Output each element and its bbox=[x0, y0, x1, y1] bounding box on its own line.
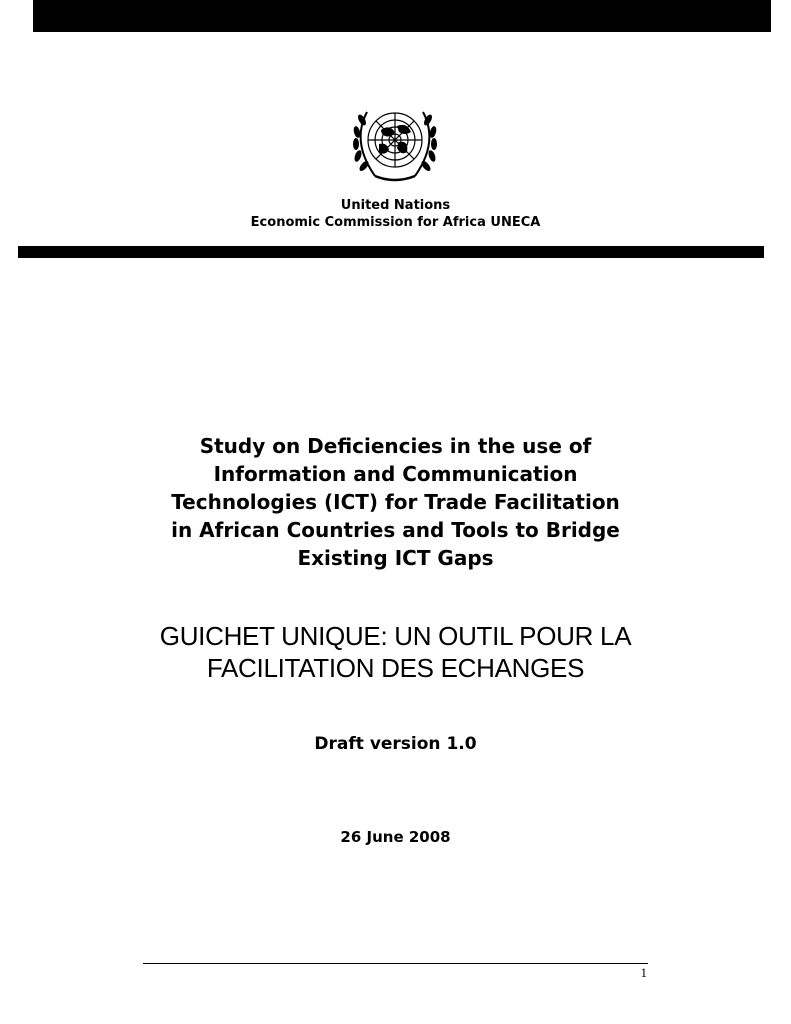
document-date: 26 June 2008 bbox=[340, 828, 451, 846]
footer-rule bbox=[143, 963, 648, 964]
commission-name: Economic Commission for Africa UNECA bbox=[250, 215, 541, 230]
study-title bbox=[100, 432, 691, 572]
organization-name: United Nations bbox=[340, 198, 451, 213]
french-title bbox=[80, 620, 711, 684]
study-title-line: Study on Deficiencies in the use of bbox=[199, 434, 592, 458]
header-divider-bar bbox=[18, 246, 764, 258]
study-title-line: Information and Communication bbox=[213, 462, 578, 486]
french-title-line: FACILITATION DES ECHANGES bbox=[206, 653, 585, 683]
page-number: 1 bbox=[640, 965, 647, 980]
study-title-line: Technologies (ICT) for Trade Facilitation bbox=[171, 490, 620, 514]
french-title-line: GUICHET UNIQUE: UN OUTIL POUR LA bbox=[159, 621, 632, 651]
un-emblem-icon bbox=[345, 104, 445, 184]
study-title-line: Existing ICT Gaps bbox=[297, 546, 494, 570]
study-title-line: in African Countries and Tools to Bridge bbox=[171, 518, 620, 542]
document-version: Draft version 1.0 bbox=[314, 734, 477, 754]
top-black-bar bbox=[33, 0, 771, 32]
